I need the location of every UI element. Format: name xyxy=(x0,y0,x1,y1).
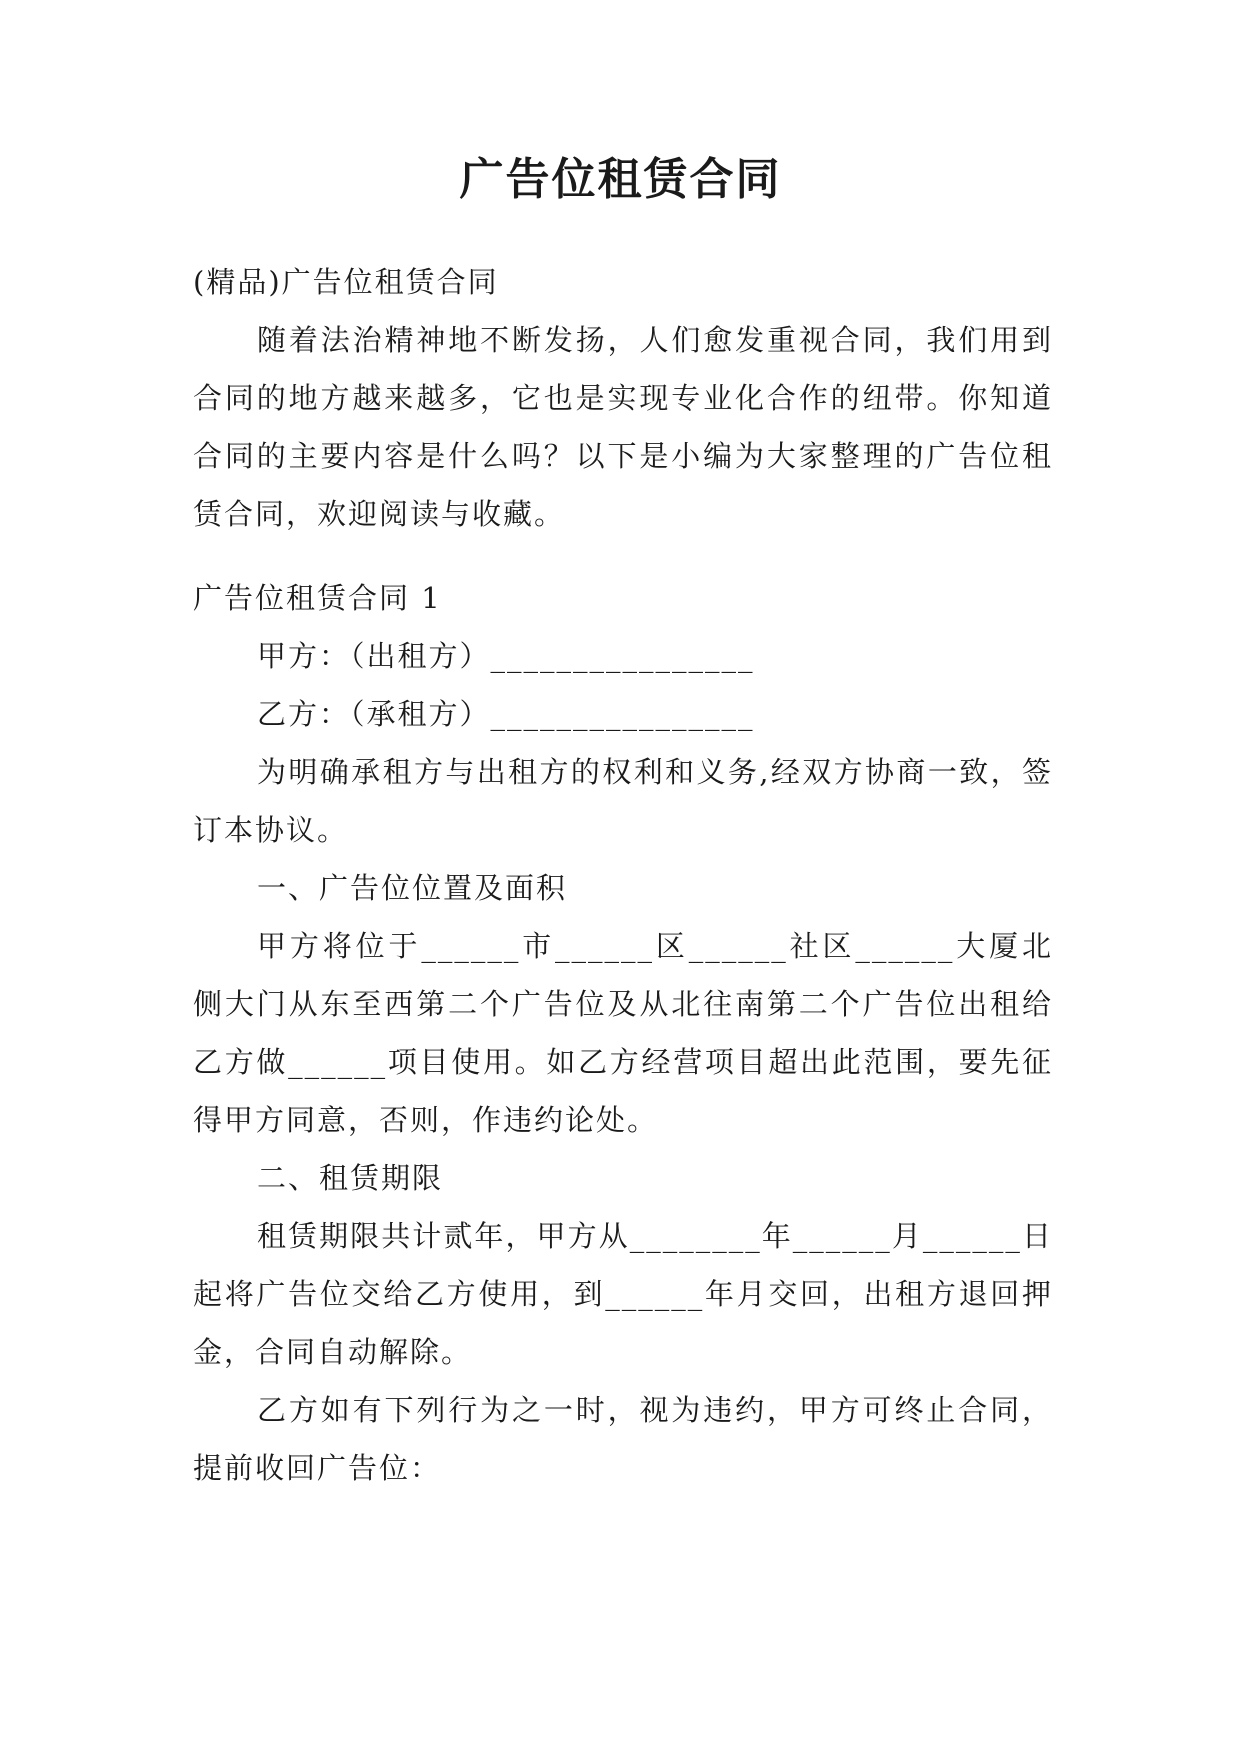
document-body-top xyxy=(193,253,1053,543)
breach-paragraph: 乙方如有下列行为之一时，视为违约，甲方可终止合同，提前收回广告位： xyxy=(193,1393,1053,1485)
purpose-paragraph: 为明确承租方与出租方的权利和义务,经双方协商一致，签订本协议。 xyxy=(193,755,1053,847)
article2-paragraph: 租赁期限共计贰年，甲方从________年______月______日起将广告位交给乙方使用，到______年月交回，出租方退回押金，合同自动解除。 xyxy=(193,1219,1053,1369)
party-b-line: 乙方：（承租方）________________ xyxy=(257,697,755,731)
article1-heading: 一、广告位位置及面积 xyxy=(257,871,568,905)
article1-paragraph: 甲方将位于______市______区______社区______大厦北侧大门从东至西第二个广告位及从北往南第二个广告位出租给乙方做______项目使用。如乙方经营项目超出此范围，要先征得甲方同意，否则，作违约论处。 xyxy=(193,929,1053,1137)
intro-paragraph: 随着法治精神地不断发扬，人们愈发重视合同，我们用到合同的地方越来越多，它也是实现专业化合作的纽带。你知道合同的主要内容是什么吗？以下是小编为大家整理的广告位租赁合同，欢迎阅读与收藏。 xyxy=(193,323,1053,531)
document-body-contract xyxy=(193,569,1053,1497)
section-heading: 广告位租赁合同 1 xyxy=(193,581,442,615)
party-a-line: 甲方：（出租方）________________ xyxy=(257,639,755,673)
article2-heading: 二、租赁期限 xyxy=(257,1161,444,1195)
document-title: 广告位租赁合同 xyxy=(459,154,782,205)
document-subtitle: (精品)广告位租赁合同 xyxy=(193,265,499,299)
